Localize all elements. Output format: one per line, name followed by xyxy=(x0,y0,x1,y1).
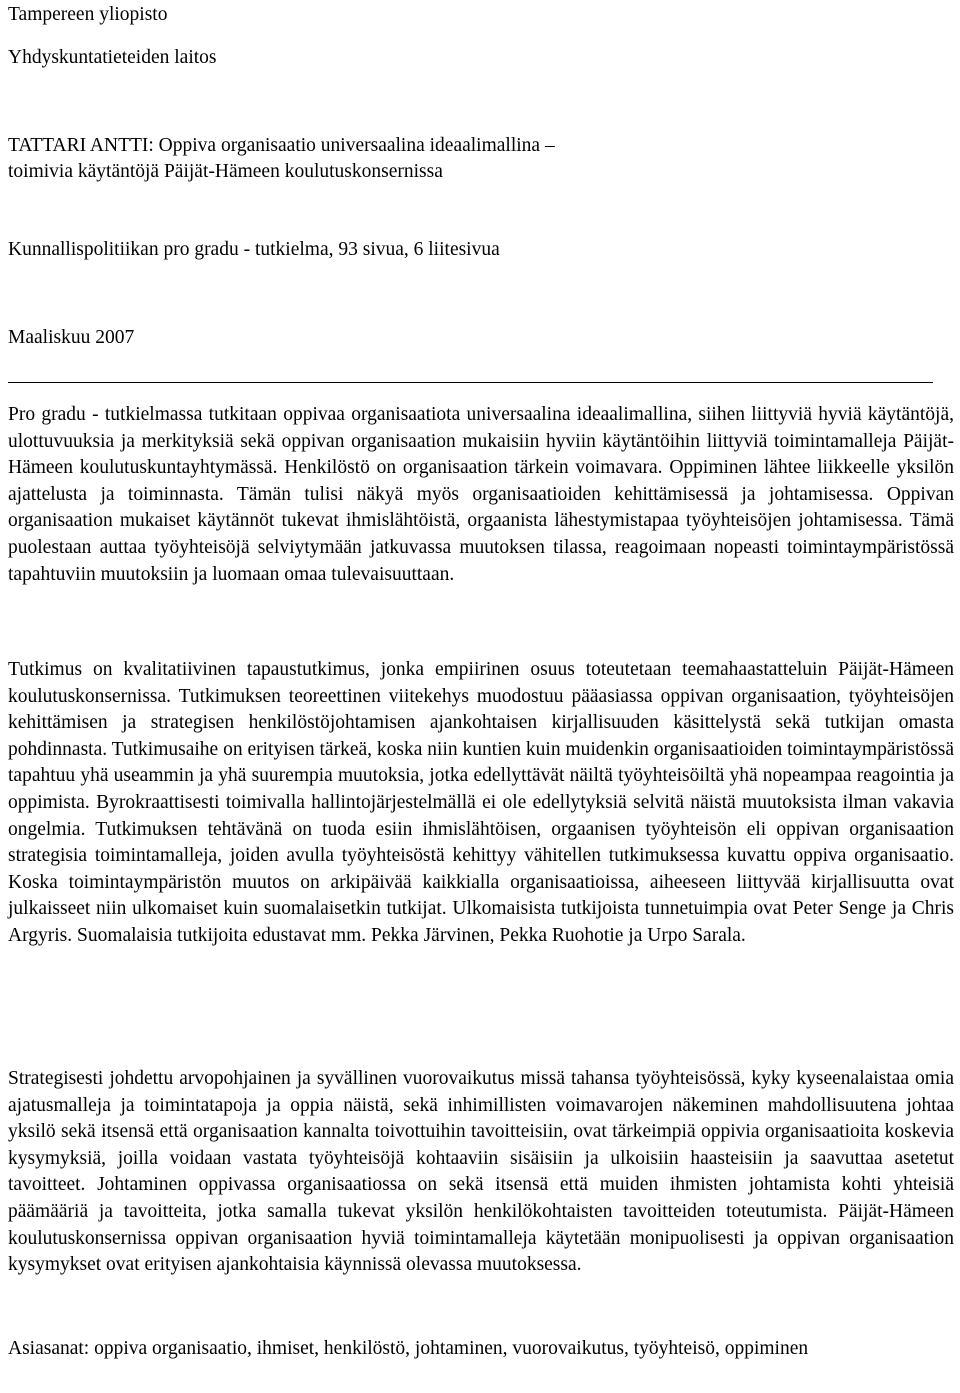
abstract-paragraph-3: Strategisesti johdettu arvopohjainen ja syvällinen vuorovaikutus missä tahansa työyhteisössä, kyky kyseenalaistaa omia ajatusmalleja ja toimintatapoja ja oppia näistä, sekä inhimillisten voimavarojen näkeminen mahdollisuutena johtaa yksilö sekä itsensä että organisaation kannalta toivottuihin tavoitteisiin, ovat tärkeimpiä oppivia organisaatioita koskevia kysymyksiä, joilla voidaan vastata työyhteisöjä kohtaaviin sisäisiin ja ulkoisiin haasteisiin ja saavuttaa asetetut tavoitteet. Johtaminen oppivassa organisaatiossa on sekä itsensä että muiden ihmisten johtamista kohti yhteisiä päämääriä ja tavoitteita, jotka samalla tukevat yksilön henkilökohtaisten tavoitteiden toteutumista. Päijät-Hämeen koulutuskonsernissa oppivan organisaation hyviä toimintamalleja käytetään monipuolisesti ja oppivan organisaation kysymykset ovat erityisen ajankohtaisia käynnissä olevassa muutoksessa. xyxy=(8,1068,954,1276)
abstract-paragraph-1: Pro gradu - tutkielmassa tutkitaan oppivaa organisaatiota universaalina ideaalimallina, siihen liittyviä hyviä käytäntöjä, ulottuvuuksia ja merkityksiä sekä oppivan organisaation mukaisiin hyviin käytäntöihin liittyviä toimintamalleja Päijät-Hämeen koulutuskuntayhtymässä. Henkilöstö on organisaation tärkein voimavara. Oppiminen lähtee liikkeelle yksilön ajattelusta ja toiminnasta. Tämän tulisi näkyä myös organisaatioiden kehittämisessä ja johtamisessa. Oppivan organisaation mukaiset käytännöt tukevat ihmislähtöistä, orgaanista lähestymistapaa työyhteisöjen johtamisessa. Tämä puolestaan auttaa työyhteisöjä selviytymään jatkuvassa muutoksen tilassa, reagoimaan nopeasti toimintaympäristössä tapahtuviin muutoksiin ja luomaan omaa tulevaisuuttaan. xyxy=(8,404,954,585)
thesis-type: Kunnallispolitiikan pro gradu - tutkielma, 93 sivua, 6 liitesivua xyxy=(8,239,500,260)
thesis-title xyxy=(8,133,954,185)
keywords: Asiasanat: oppiva organisaatio, ihmiset, henkilöstö, johtaminen, vuorovaikutus, työyhteisö, oppiminen xyxy=(8,1338,809,1359)
department-name: Yhdyskuntatieteiden laitos xyxy=(8,47,217,68)
thesis-title-line-1: TATTARI ANTTI: Oppiva organisaatio universaalina ideaalimallina – xyxy=(8,135,555,156)
thesis-title-line-2: toimivia käytäntöjä Päijät-Hämeen koulutuskonsernissa xyxy=(8,161,443,182)
abstract-paragraph-2: Tutkimus on kvalitatiivinen tapaustutkimus, jonka empiirinen osuus toteutetaan teemahaastatteluin Päijät-Hämeen koulutuskonsernissa. Tutkimuksen teoreettinen viitekehys muodostuu pääasiassa oppivan organisaation, työyhteisöjen kehittämisen ja strategisen henkilöstöjohtamisen ajankohtaisen kirjallisuuden käsittelystä sekä tutkijan omasta pohdinnasta. Tutkimusaihe on erityisen tärkeä, koska niin kuntien kuin muidenkin organisaatioiden toimintaympäristössä tapahtuu yhä useammin ja yhä suurempia muutoksia, jotka edellyttävät näiltä työyhteisöiltä yhä nopeampaa reagointia ja oppimista. Byrokraattisesti toimivalla hallintojärjestelmällä ei ole edellytyksiä selvitä näistä muutoksista ilman vakavia ongelmia. Tutkimuksen tehtävänä on tuoda esiin ihmislähtöisen, orgaanisen työyhteisön eli oppivan organisaation strategisia toimintamalleja, joiden avulla työyhteisöstä kehittyy vähitellen tutkimuksessa kuvattu oppiva organisaatio. Koska toimintaympäristön muutos on arkipäivää kaikkialla organisaatioissa, aiheeseen liittyvää kirjallisuutta ovat julkaisseet niin ulkomaiset kuin suomalaisetkin tutkijat. Ulkomaisista tutkijoista tunnetuimpia ovat Peter Senge ja Chris Argyris. Suomalaisia tutkijoita edustavat mm. Pekka Järvinen, Pekka Ruohotie ja Urpo Sarala. xyxy=(8,659,954,946)
horizontal-divider xyxy=(8,382,933,383)
thesis-date: Maaliskuu 2007 xyxy=(8,327,135,348)
university-name: Tampereen yliopisto xyxy=(8,4,168,25)
